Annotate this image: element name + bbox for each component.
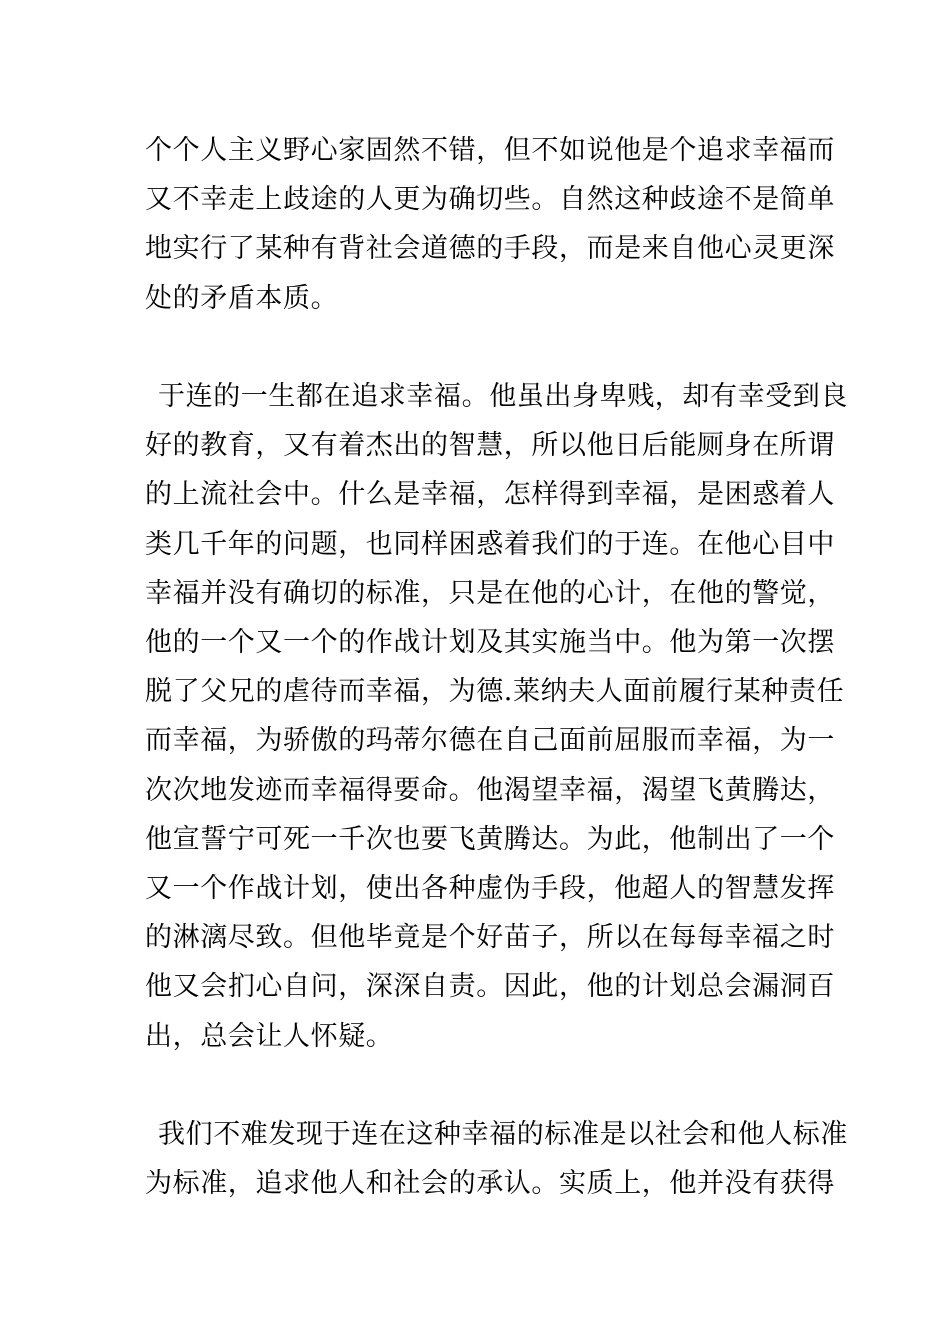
text-line: 处的矛盾本质。 (145, 282, 339, 314)
text-line: 又不幸走上歧途的人更为确切些。自然这种歧途不是简单 (145, 184, 835, 216)
text-line: 的上流社会中。什么是幸福，怎样得到幸福，是困惑着人 (145, 479, 835, 511)
text-line: 类几千年的问题，也同样困惑着我们的于连。在他心目中 (145, 528, 835, 560)
text-line: 我们不难发现于连在这种幸福的标准是以社会和他人标准 (158, 1119, 848, 1150)
text-line: 为标准，追求他人和社会的承认。实质上，他并没有获得 (145, 1168, 835, 1200)
text-line: 地实行了某种有背社会道德的手段，而是来自他心灵更深 (145, 233, 835, 265)
text-line: 他的一个又一个的作战计划及其实施当中。他为第一次摆 (145, 627, 835, 658)
text-line: 的淋漓尽致。但他毕竟是个好苗子，所以在每每幸福之时 (145, 922, 835, 954)
text-line: 好的教育，又有着杰出的智慧，所以他日后能厕身在所谓 (145, 430, 835, 462)
text-line: 于连的一生都在追求幸福。他虽出身卑贱，却有幸受到良 (158, 381, 848, 412)
text-line: 脱了父兄的虐待而幸福，为德.莱纳夫人面前履行某种责任 (145, 676, 845, 708)
text-line: 又一个作战计划，使出各种虚伪手段，他超人的智慧发挥 (145, 873, 835, 904)
text-line: 个个人主义野心家固然不错，但不如说他是个追求幸福而 (145, 135, 835, 166)
text-line: 而幸福，为骄傲的玛蒂尔德在自己面前屈服而幸福，为一 (145, 725, 835, 757)
text-line: 他宣誓宁可死一千次也要飞黄腾达。为此，他制出了一个 (145, 823, 835, 855)
text-line: 他又会扪心自问，深深自责。因此，他的计划总会漏洞百 (145, 971, 835, 1003)
text-line: 出，总会让人怀疑。 (145, 1020, 394, 1052)
text-line: 次次地发迹而幸福得要命。他渴望幸福，渴望飞黄腾达， (145, 774, 835, 806)
text-line: 幸福并没有确切的标准，只是在他的心计，在他的警觉， (145, 577, 835, 609)
